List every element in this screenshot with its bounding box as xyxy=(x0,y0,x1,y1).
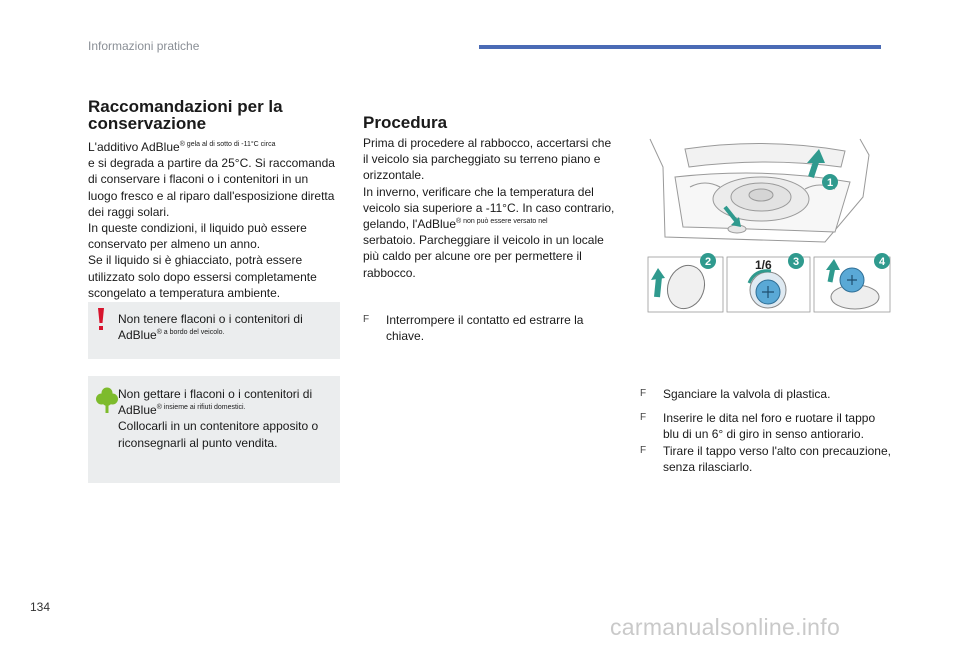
procedure-line: il veicolo sia parcheggiato su terreno piano e xyxy=(363,152,601,167)
storage-line: In queste condizioni, il liquido può essere xyxy=(88,221,307,236)
fraction-label: 1/6 xyxy=(755,258,772,272)
storage-line: e si degrada a partire da 25°C. Si raccomanda xyxy=(88,156,335,171)
bullet-mark: F xyxy=(640,388,647,399)
eco-line: Non gettare i flaconi o i contenitori di xyxy=(118,387,313,401)
eco-line: riconsegnarli al punto vendita. xyxy=(118,435,278,450)
callout-1-label: 1 xyxy=(826,177,834,189)
procedure-line: ® non può essere versato nel xyxy=(456,218,548,226)
storage-line: dei raggi solari. xyxy=(88,204,170,219)
eco-line: AdBlue xyxy=(118,403,157,418)
step-line: Tirare il tappo verso l'alto con precauzione, xyxy=(663,444,891,458)
adblue-tank-illustration xyxy=(645,137,893,313)
section-title: Informazioni pratiche xyxy=(88,39,200,53)
procedure-line: orizzontale. xyxy=(363,168,425,183)
storage-paragraph xyxy=(88,139,348,301)
header-rule xyxy=(479,45,881,49)
storage-line: luogo fresco e al riparo dall'esposizione diretta xyxy=(88,188,335,203)
eco-line: Collocarli in un contenitore apposito o xyxy=(118,419,319,434)
procedure-line: Prima di procedere al rabbocco, accertarsi che xyxy=(363,136,612,150)
storage-line: di conservare i flaconi o i contenitori in un xyxy=(88,172,309,187)
step-line: chiave. xyxy=(386,329,425,344)
warning-box xyxy=(88,302,340,359)
storage-line: ® gela al di sotto di -11°C circa xyxy=(179,141,276,148)
callout-3-label: 3 xyxy=(792,256,800,268)
storage-line: L'additivo AdBlue xyxy=(88,140,180,154)
storage-line: conservato per almeno un anno. xyxy=(88,237,261,252)
eco-box xyxy=(88,376,340,483)
eco-text xyxy=(118,386,336,451)
step-line: Interrompere il contatto ed estrarre la xyxy=(386,313,584,327)
procedure-line: rabbocco. xyxy=(363,265,416,280)
warning-text xyxy=(118,311,336,343)
step-line: Inserire le dita nel foro e ruotare il tappo xyxy=(663,411,876,425)
procedure-line: più caldo per alcune ore per permettere il xyxy=(363,249,582,264)
right-step-2 xyxy=(640,410,910,444)
storage-line: utilizzato solo dopo essersi completamente xyxy=(88,269,317,284)
exclamation-icon xyxy=(95,308,107,332)
eco-line: ® insieme ai rifiuti domestici. xyxy=(156,404,246,412)
page-number: 134 xyxy=(30,600,51,614)
storage-heading-line1: Raccomandazioni per la xyxy=(88,97,283,116)
right-step-3 xyxy=(640,443,910,477)
procedure-line: serbatoio. Parcheggiare il veicolo in un locale xyxy=(363,233,604,248)
tree-icon xyxy=(96,387,118,413)
right-step-3-text xyxy=(663,443,891,475)
storage-line: Se il liquido si è ghiacciato, potrà essere xyxy=(88,253,303,268)
storage-heading xyxy=(88,98,283,132)
storage-line: scongelato a temperatura ambiente. xyxy=(88,285,281,300)
callout-4-label: 4 xyxy=(878,256,886,268)
right-step-1-text: Sganciare la valvola di plastica. xyxy=(663,387,831,401)
step-line: senza rilasciarlo. xyxy=(663,460,753,475)
trunk-drawing xyxy=(650,139,869,242)
right-step-1 xyxy=(640,386,910,404)
watermark: carmanualsonline.info xyxy=(610,614,841,640)
procedure-line: veicolo sia superiore a -11°C. In caso contrario, xyxy=(363,200,615,215)
bullet-mark: F xyxy=(363,314,370,325)
bullet-mark: F xyxy=(640,445,647,456)
procedure-step xyxy=(363,312,623,346)
warning-line: Non tenere flaconi o i contenitori di xyxy=(118,312,303,326)
bullet-mark: F xyxy=(640,412,647,423)
warning-line: ® a bordo del veicolo. xyxy=(156,329,225,337)
procedure-heading: Procedura xyxy=(363,113,448,132)
right-step-2-text xyxy=(663,410,875,442)
procedure-step-text xyxy=(386,312,583,344)
storage-heading-line2: conservazione xyxy=(88,114,207,133)
warning-line: AdBlue xyxy=(118,328,157,343)
procedure-line: In inverno, verificare che la temperatura del xyxy=(363,184,594,199)
callout-2-label: 2 xyxy=(704,256,712,268)
procedure-line: gelando, l'AdBlue xyxy=(363,217,457,232)
procedure-paragraph xyxy=(363,135,623,281)
step-line: blu di un 6° di giro in senso antiorario. xyxy=(663,427,864,442)
